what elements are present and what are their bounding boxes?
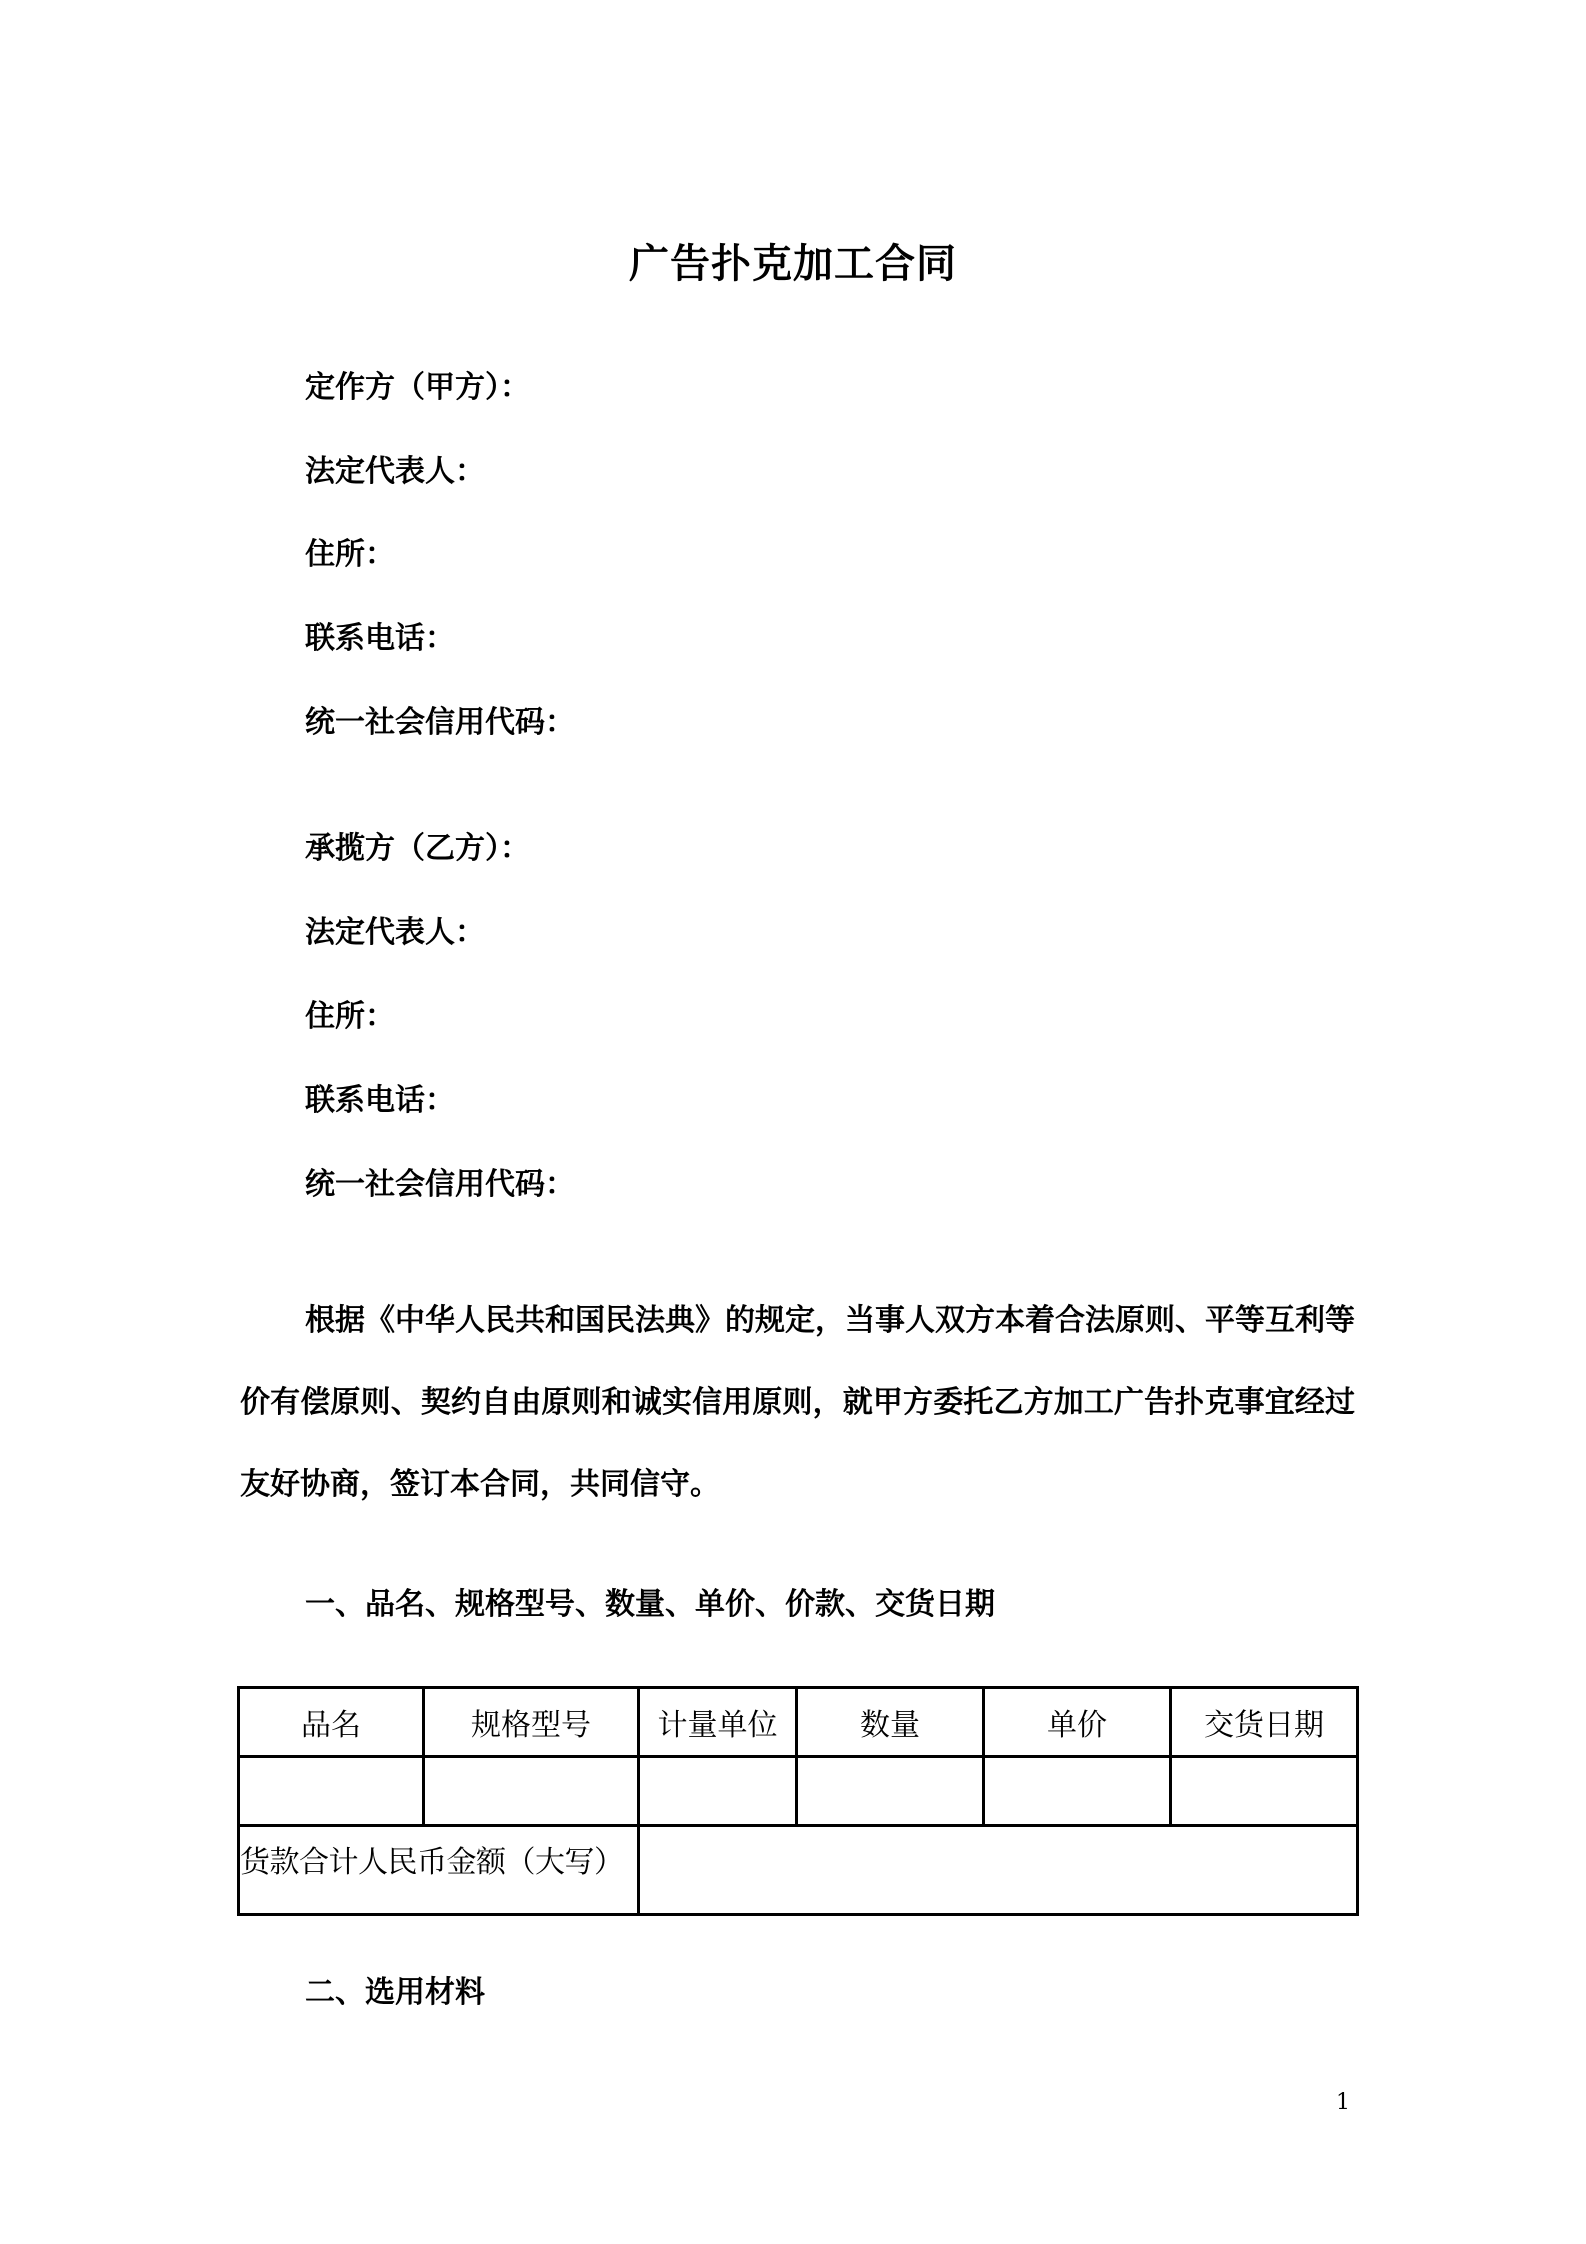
party-a-phone-label: 联系电话： [305,621,455,656]
party-b-credit-code-label: 统一社会信用代码： [305,1167,575,1202]
table-total-row [239,1826,1358,1915]
party-b-address-label: 住所： [305,999,395,1034]
table-cell [239,1757,424,1826]
table-row [239,1757,1358,1826]
table-cell [984,1757,1171,1826]
table-cell [797,1757,984,1826]
table-header-cell: 品名 [239,1688,424,1757]
page-number: 1 [1336,2090,1350,2115]
section-2-heading: 二、选用材料 [305,1975,485,2010]
table-header-cell: 数量 [797,1688,984,1757]
party-b-name-label: 承揽方（乙方）： [305,831,530,866]
party-b-phone-label: 联系电话： [305,1083,455,1118]
table-header-cell: 交货日期 [1171,1688,1358,1757]
document-title: 广告扑克加工合同 [629,241,957,287]
table-header-row [239,1688,1358,1757]
party-a-address-label: 住所： [305,537,395,572]
intro-paragraph: 根据《中华人民共和国民法典》的规定，当事人双方本着合法原则、平等互利等价有偿原则、契约自由原则和诚实信用原则，就甲方委托乙方加工广告扑克事宜经过友好协商，签订本合同，共同信守。 [240,1303,1355,1502]
party-a-credit-code-label: 统一社会信用代码： [305,705,575,740]
table-cell [1171,1757,1358,1826]
total-amount-label: 货款合计人民币金额（大写） [239,1826,639,1915]
party-a-name-label: 定作方（甲方）： [305,370,530,405]
table-header-cell: 单价 [984,1688,1171,1757]
table-cell [424,1757,639,1826]
table-header-cell: 规格型号 [424,1688,639,1757]
table-header-cell: 计量单位 [639,1688,797,1757]
party-a-rep-label: 法定代表人： [305,454,485,489]
party-b-rep-label: 法定代表人： [305,915,485,950]
total-amount-value [639,1826,1358,1915]
goods-table [237,1686,1359,1916]
section-1-heading: 一、品名、规格型号、数量、单价、价款、交货日期 [305,1587,995,1622]
table-cell [639,1757,797,1826]
